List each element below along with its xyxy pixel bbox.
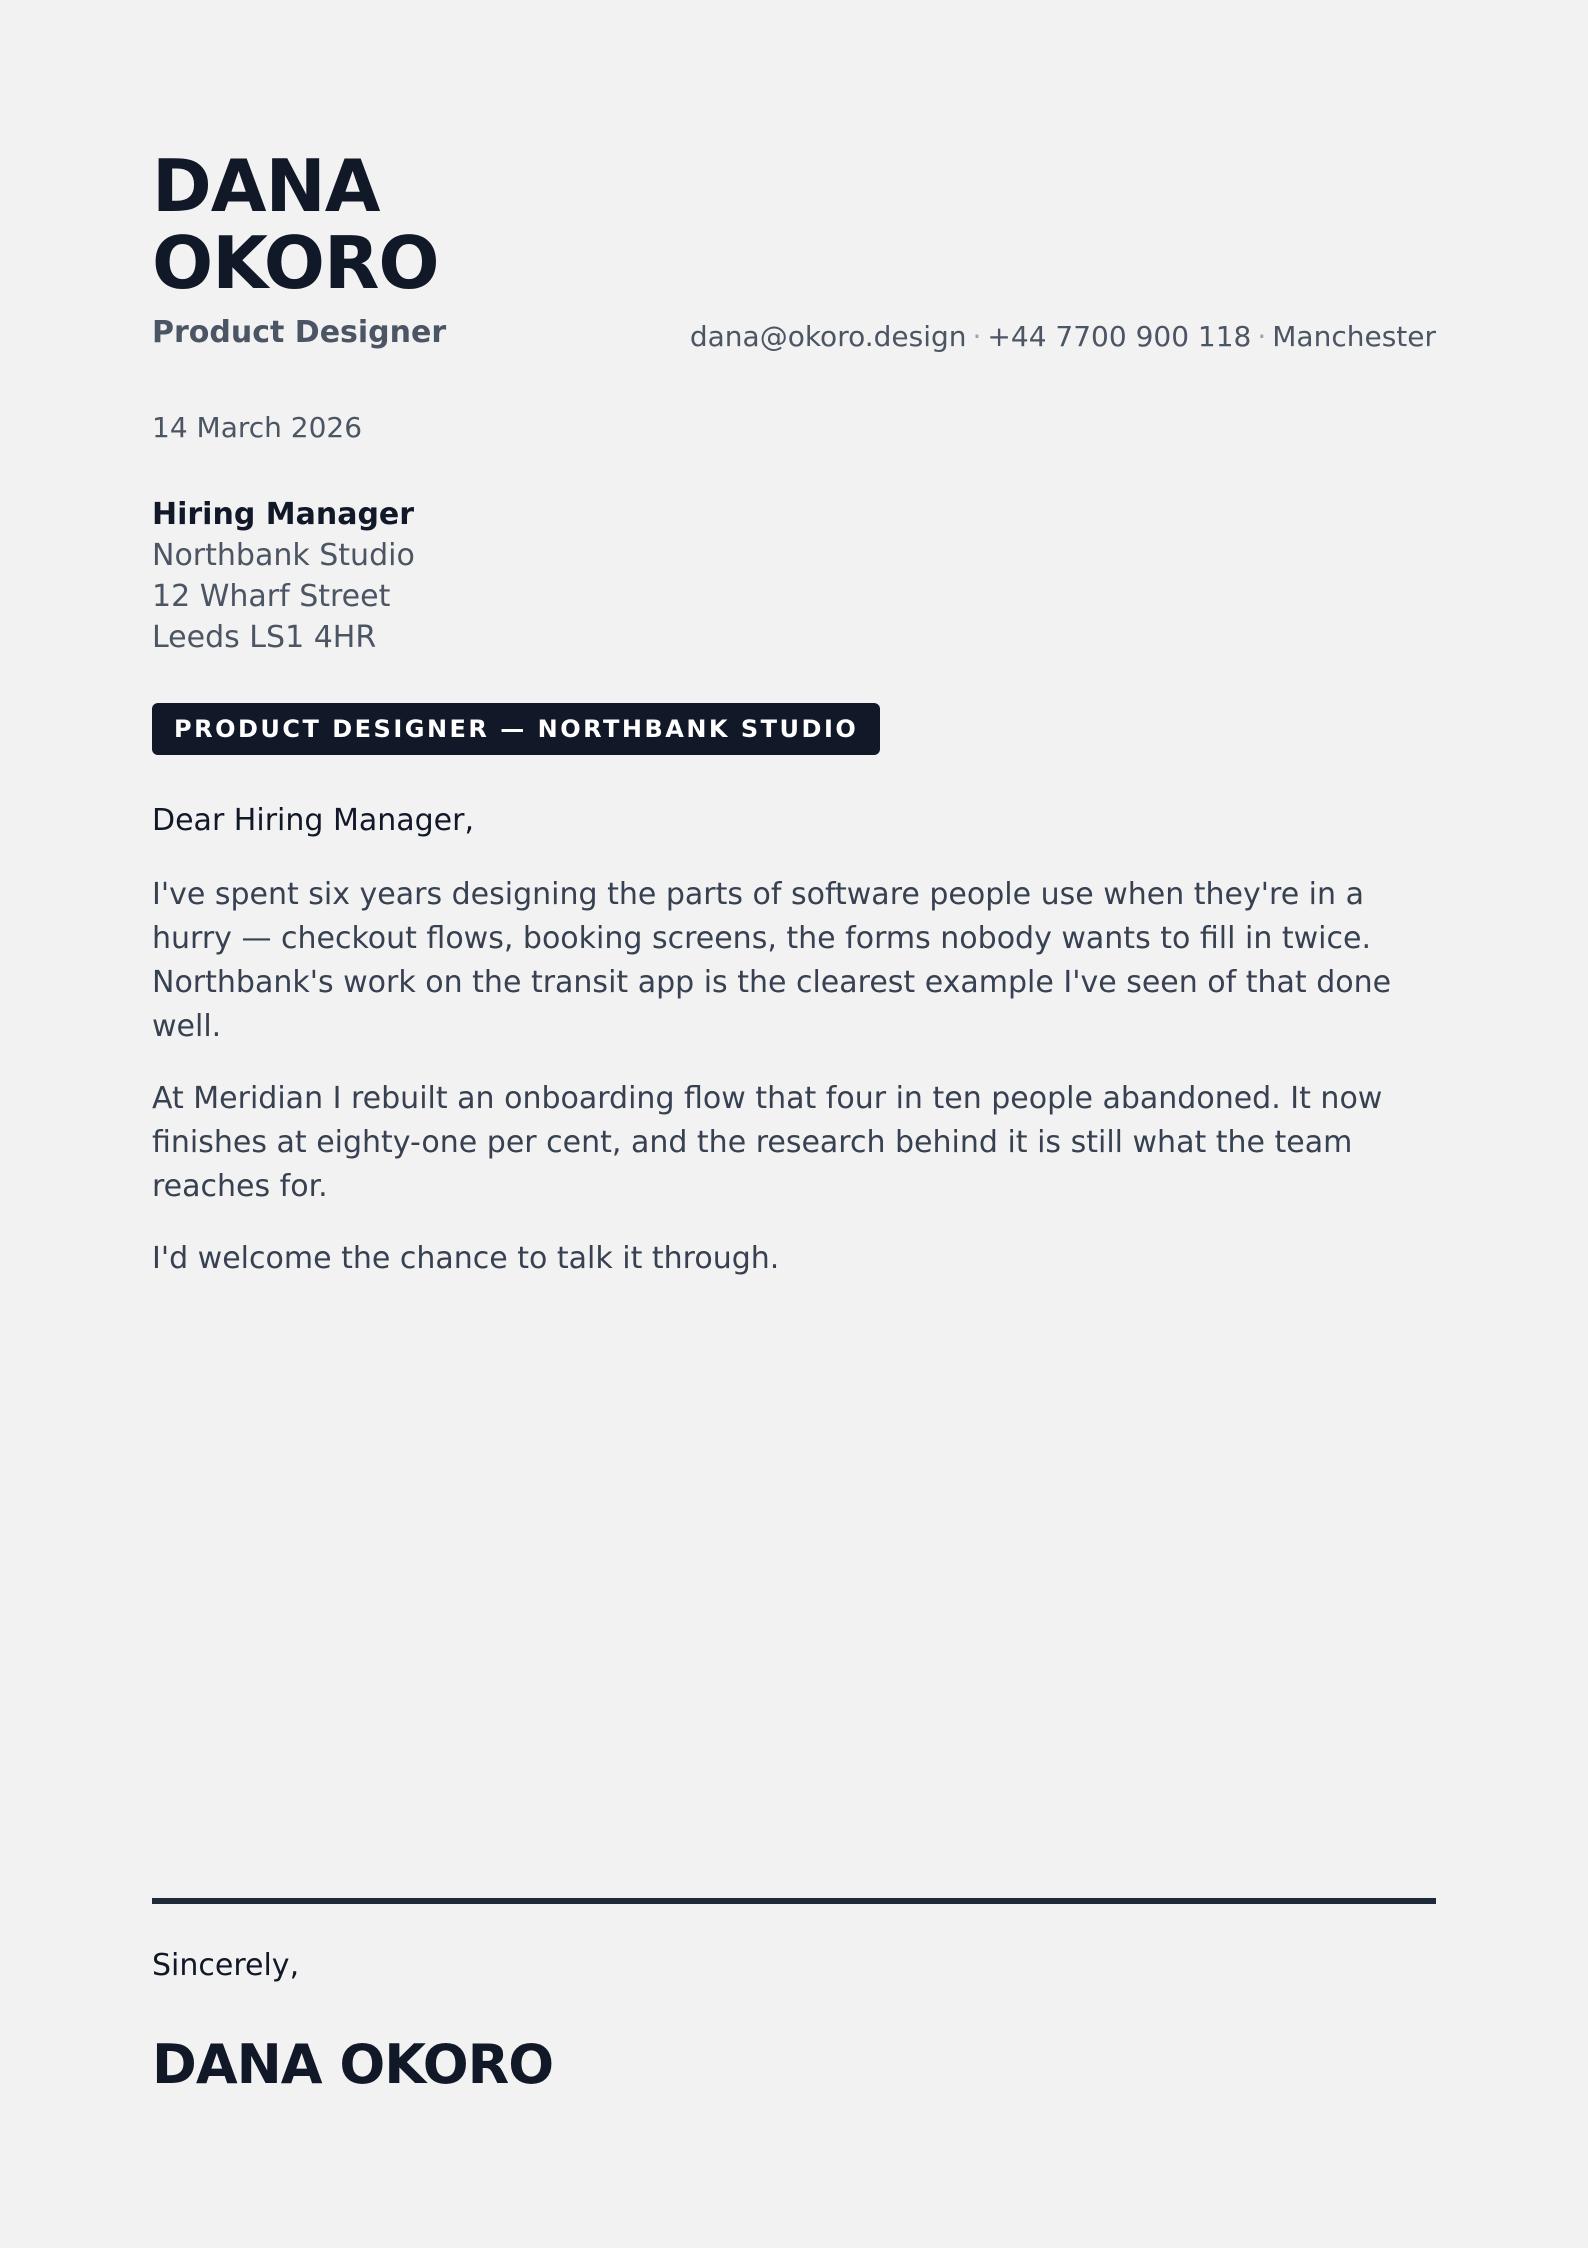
divider-rule [152, 1898, 1436, 1904]
letter-body [152, 799, 1436, 1309]
contact-email: dana@okoro.design [689, 320, 967, 353]
signature-name: DANA OKORO [152, 2033, 554, 2096]
sender-name-line1: DANA [152, 144, 380, 228]
cover-letter-page [152, 0, 1436, 2248]
sender-role: Product Designer [152, 315, 447, 350]
recipient-name: Hiring Manager [152, 497, 415, 532]
letter-paragraph-3: I'd welcome the chance to talk it through. [152, 1241, 780, 1276]
sender-name-line2: OKORO [152, 221, 439, 305]
contact-phone: +44 7700 900 118 [987, 320, 1252, 353]
letter-greeting: Dear Hiring Manager, [152, 803, 475, 838]
recipient-company: Northbank Studio [152, 538, 415, 573]
contact-city: Manchester [1272, 320, 1436, 353]
recipient-city: Leeds LS1 4HR [152, 620, 377, 655]
subject-badge: PRODUCT DESIGNER — NORTHBANK STUDIO [152, 703, 880, 755]
contact-separator: · [1257, 320, 1267, 353]
contact-line [690, 317, 1436, 357]
recipient-street: 12 Wharf Street [152, 579, 391, 614]
letter-paragraph-2: At Meridian I rebuilt an onboarding flow that four in ten people abandoned. It now finishes at eighty-one per cent, and the research behind it is still what the team reaches for. [152, 1081, 1383, 1204]
contact-separator: · [972, 320, 982, 353]
letter-paragraph-1: I've spent six years designing the parts of software people use when they're in a hurry — checkout flows, booking screens, the forms nobody wants to fill in twice. Northbank's work on the transit app is the clearest example I've seen of that done well. [152, 877, 1392, 1044]
letter-closing: Sincerely, [152, 1948, 300, 1983]
letter-date: 14 March 2026 [152, 411, 363, 444]
sender-name [152, 144, 439, 305]
recipient-block [152, 494, 415, 658]
